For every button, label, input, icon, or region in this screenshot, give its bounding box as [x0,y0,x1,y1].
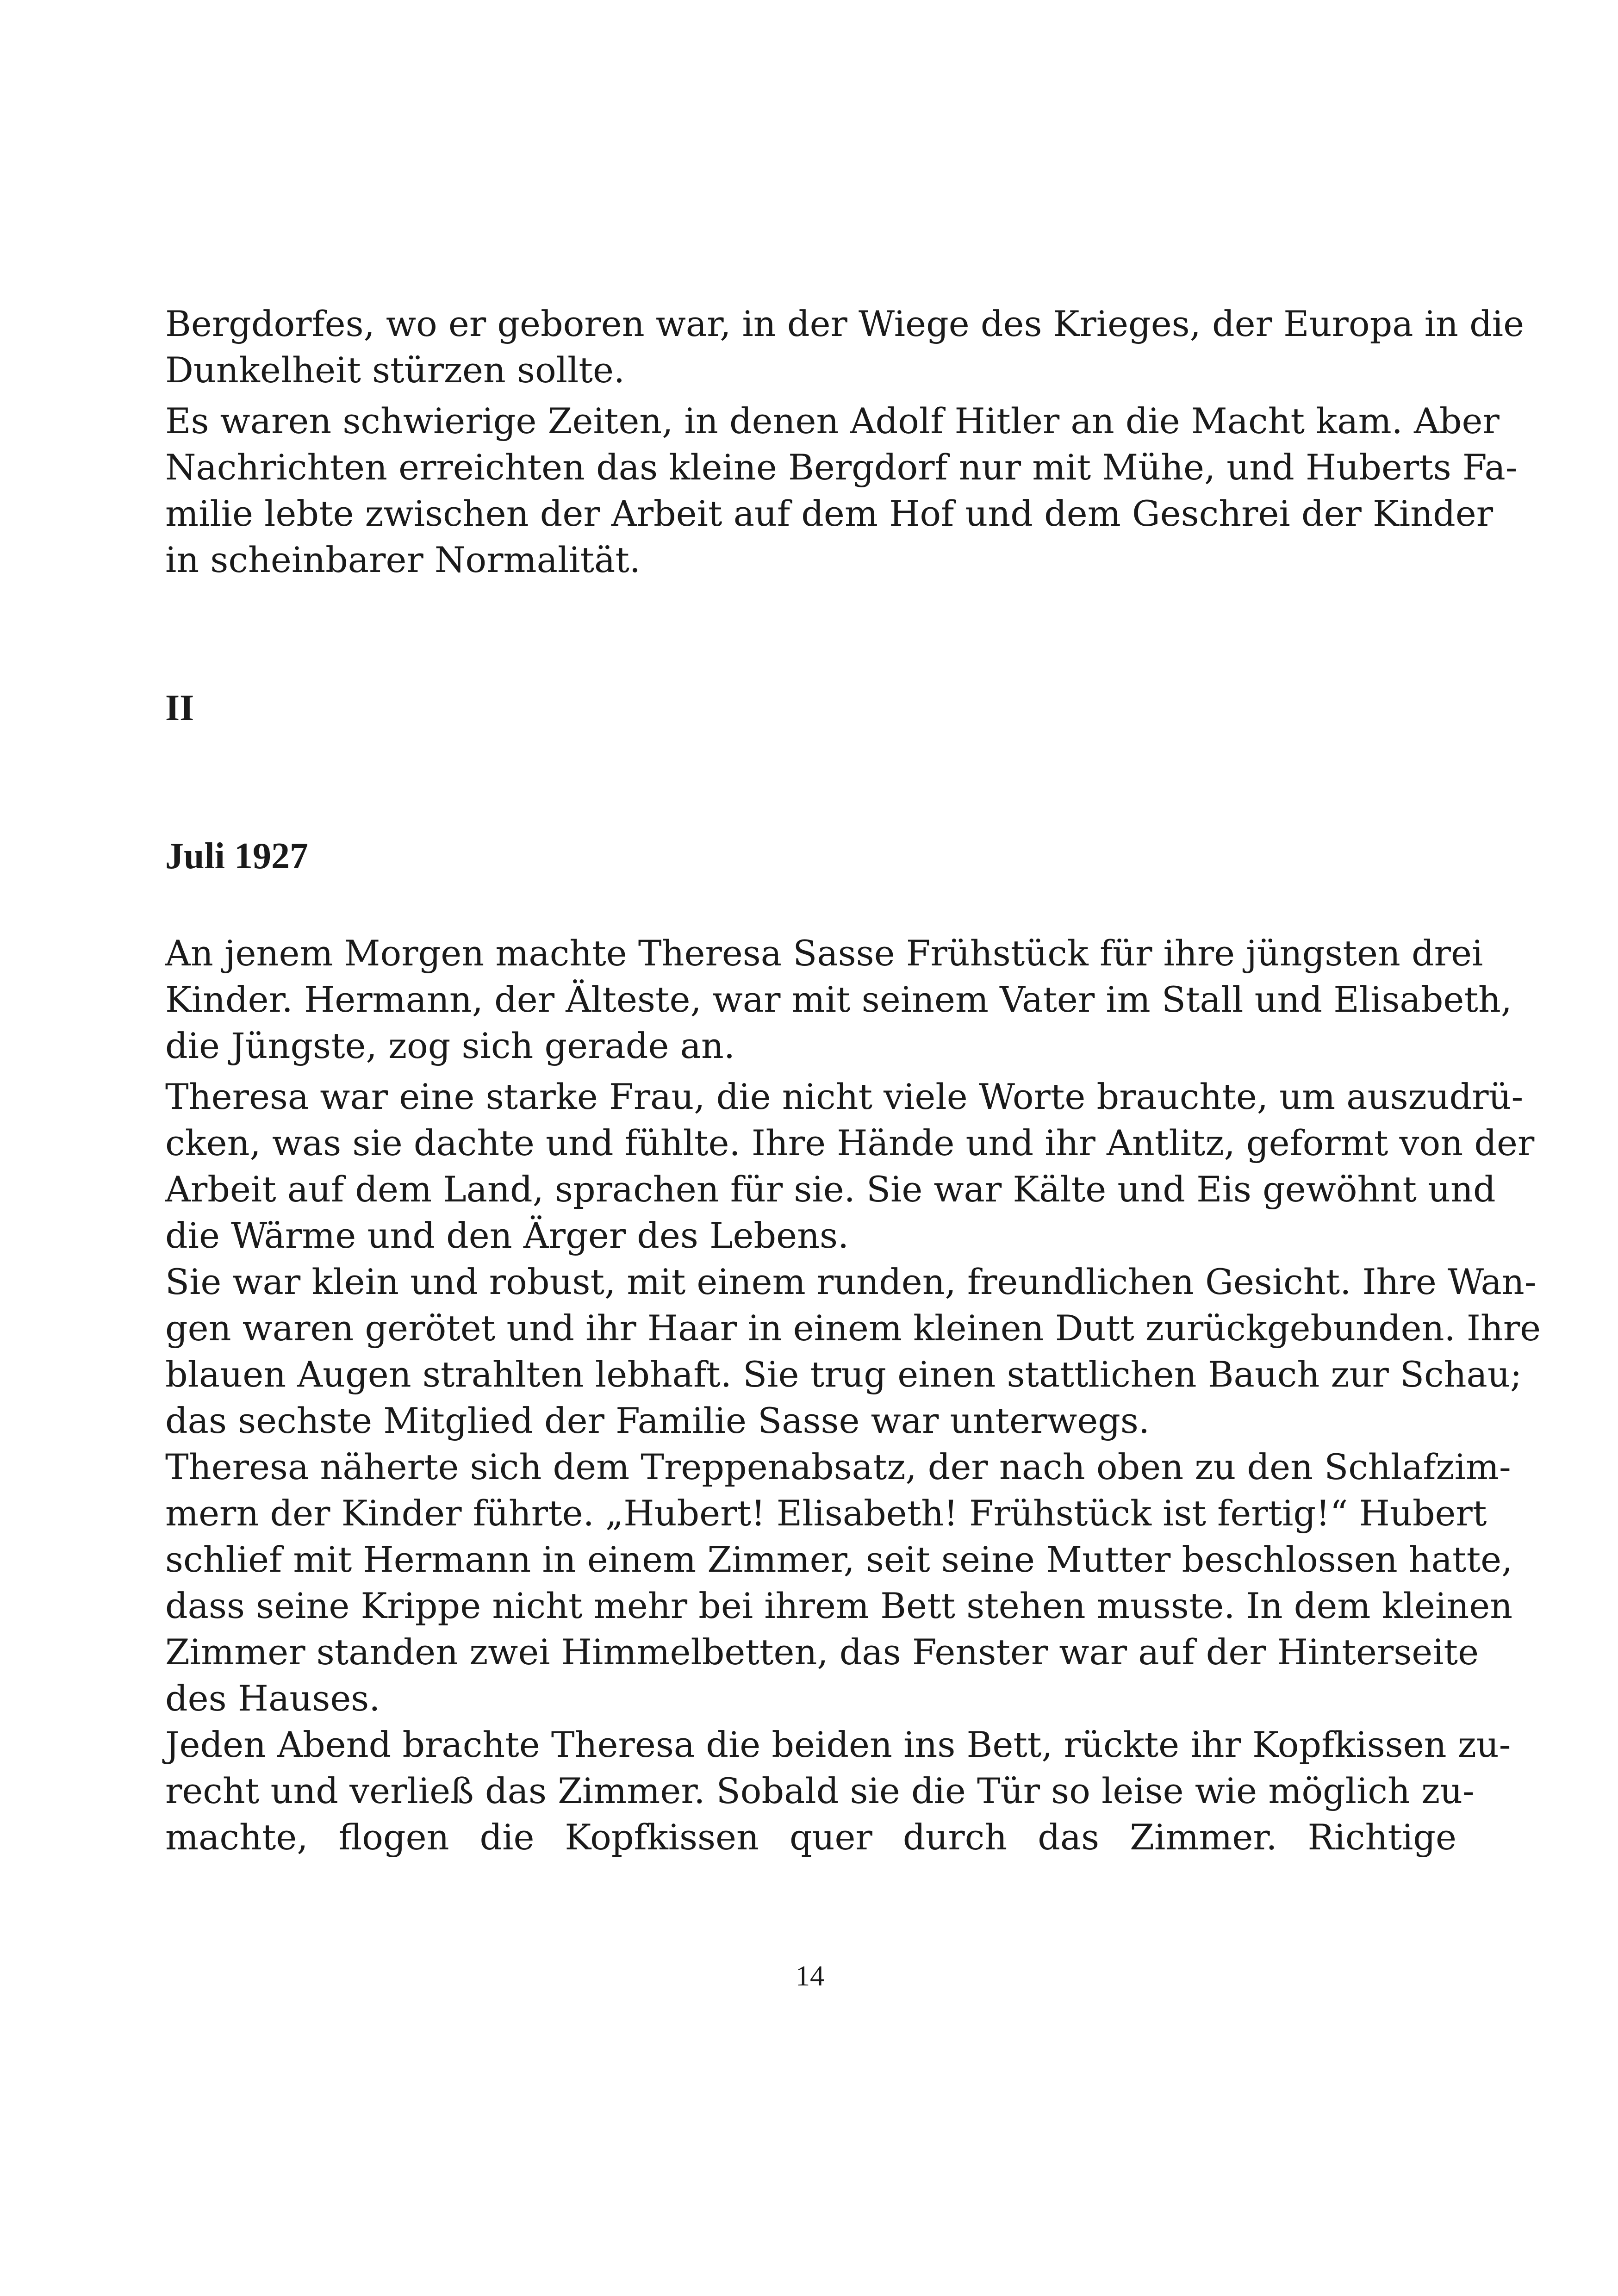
text-line: Jeden Abend brachte Theresa die beiden ins Bett, rückte ihr Kopfkissen zu- [165,1724,1511,1765]
text-line: Es waren schwierige Zeiten, in denen Adolf Hitler an die Macht kam. Aber [165,400,1500,442]
text-line: mern der Kinder führte. „Hubert! Elisabeth! Frühstück ist fertig!“ Hubert [165,1493,1487,1534]
text-line: in scheinbarer Normalität. [165,539,641,580]
text-line: Dunkelheit stürzen sollte. [165,349,625,391]
text-line: Zimmer standen zwei Himmelbetten, das Fenster war auf der Hinterseite [165,1631,1479,1673]
text-line: machte, flogen die Kopfkissen quer durch das Zimmer. Richtige [165,1817,1456,1858]
text-line: Kinder. Hermann, der Älteste, war mit seinem Vater im Stall und Elisabeth, [165,979,1512,1020]
text-line: die Wärme und den Ärger des Lebens. [165,1215,849,1256]
chapter-date-heading: Juli 1927 [165,836,308,877]
text-line: Nachrichten erreichten das kleine Bergdorf nur mit Mühe, und Huberts Fa- [165,447,1518,488]
text-line: dass seine Krippe nicht mehr bei ihrem Bett stehen musste. In dem kleinen [165,1585,1513,1626]
text-line: Theresa war eine starke Frau, die nicht viele Worte brauchte, um auszudrü- [165,1076,1524,1117]
text-line: das sechste Mitglied der Familie Sasse war unterwegs. [165,1400,1150,1441]
text-line: recht und verließ das Zimmer. Sobald sie die Tür so leise wie möglich zu- [165,1770,1475,1811]
text-line: schlief mit Hermann in einem Zimmer, seit seine Mutter beschlossen hatte, [165,1539,1513,1580]
text-line: cken, was sie dachte und fühlte. Ihre Hände und ihr Antlitz, geformt von der [165,1122,1535,1164]
text-line: An jenem Morgen machte Theresa Sasse Frühstück für ihre jüngsten drei [165,933,1483,974]
text-line: Theresa näherte sich dem Treppenabsatz, der nach oben zu den Schlafzim- [165,1446,1511,1487]
page-number: 14 [796,1960,824,1992]
text-line: blauen Augen strahlten lebhaft. Sie trug einen stattlichen Bauch zur Schau; [165,1354,1522,1395]
document-page [165,0,1541,2296]
text-line: Bergdorfes, wo er geboren war, in der Wiege des Krieges, der Europa in die [165,303,1525,344]
chapter-number: II [165,688,194,728]
text-line: Sie war klein und robust, mit einem runden, freundlichen Gesicht. Ihre Wan- [165,1261,1537,1302]
text-line: Arbeit auf dem Land, sprachen für sie. Sie war Kälte und Eis gewöhnt und [165,1169,1496,1210]
text-line: des Hauses. [165,1678,380,1719]
text-line: die Jüngste, zog sich gerade an. [165,1025,735,1066]
text-line: gen waren gerötet und ihr Haar in einem kleinen Dutt zurückgebunden. Ihre [165,1307,1541,1349]
text-line: milie lebte zwischen der Arbeit auf dem Hof und dem Geschrei der Kinder [165,493,1494,534]
